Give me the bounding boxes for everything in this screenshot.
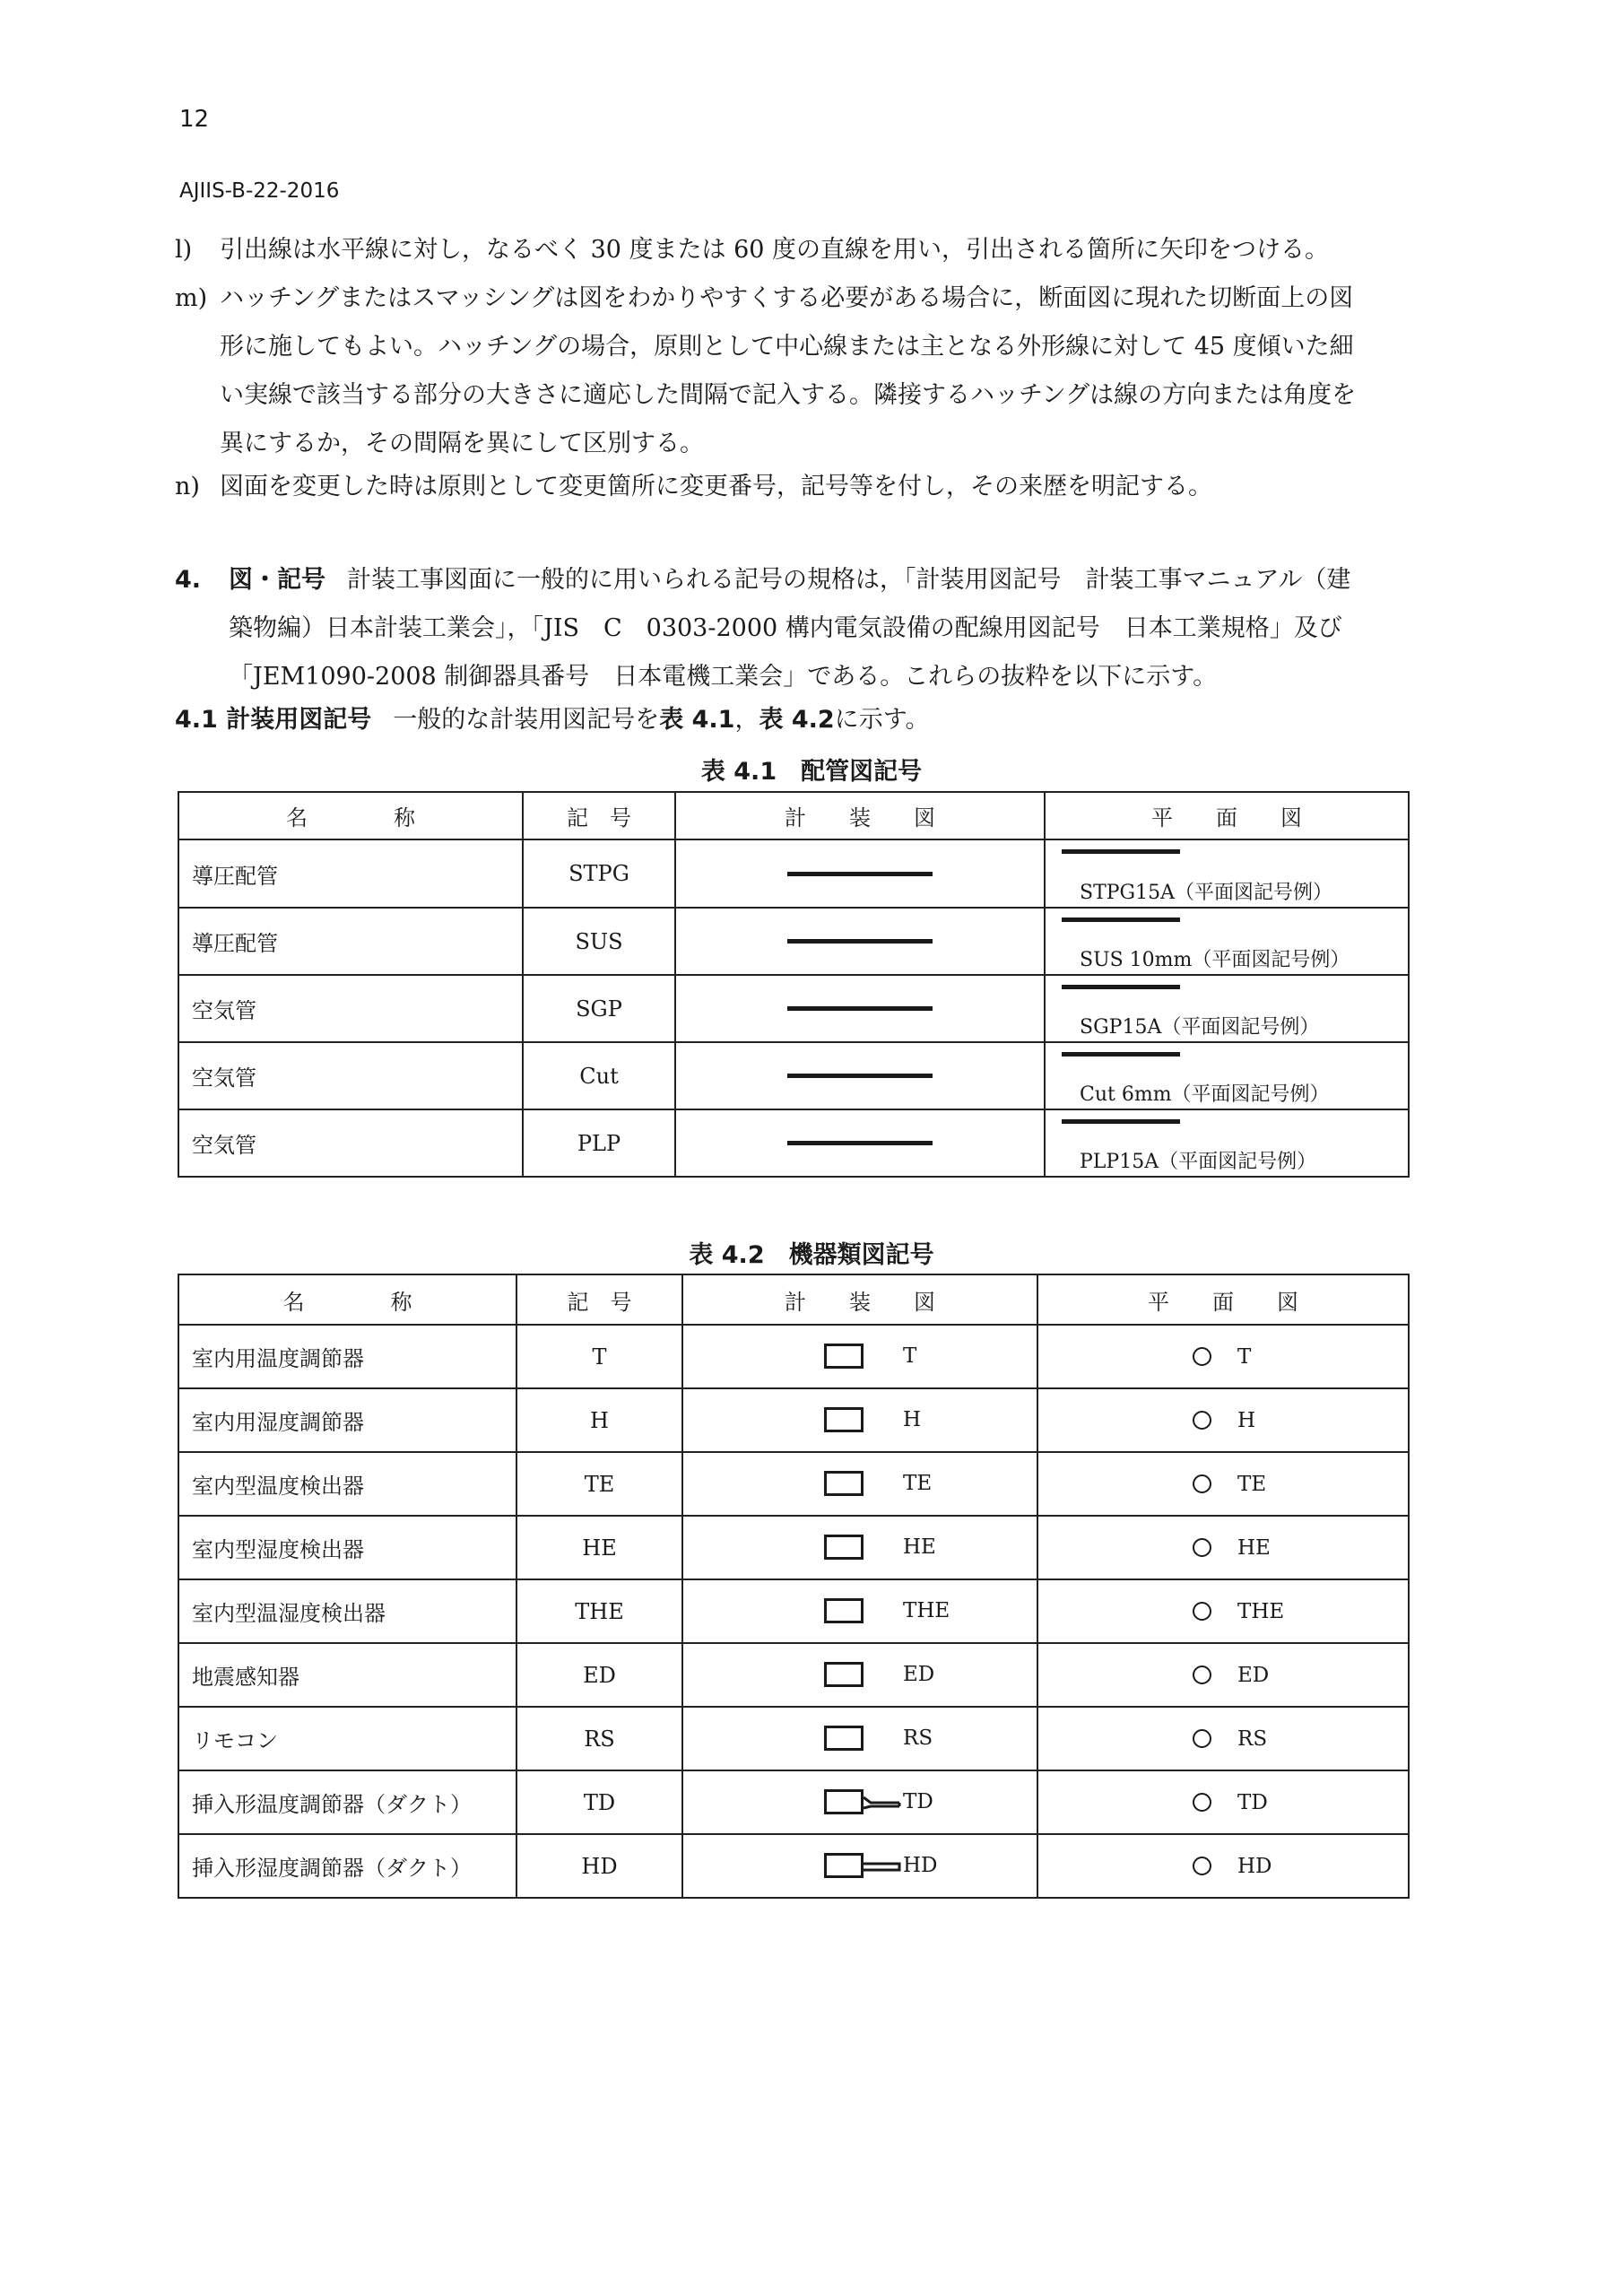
table-header-row: [178, 792, 1409, 839]
plan-cell: [1045, 839, 1409, 908]
document-id: AJIIS-B-22-2016: [179, 179, 340, 203]
instrument-cell: [682, 1579, 1037, 1643]
name-cell: 室内用湿度調節器: [178, 1388, 516, 1452]
pipe-line-icon: [787, 1074, 933, 1078]
section-line: 「JEM1090-2008 制御器具番号 日本電機工業会」である。これらの抜粋を以下に示す。: [229, 663, 1218, 691]
plan-label: T: [1237, 1344, 1252, 1369]
square-box-icon: [824, 1407, 864, 1432]
plan-cell: [1037, 1770, 1409, 1834]
code-cell: H: [516, 1388, 682, 1452]
plan-label: PLP15A（平面図記号例）: [1080, 1151, 1317, 1173]
code-cell: THE: [516, 1579, 682, 1643]
code-cell: RS: [516, 1707, 682, 1770]
instrument-label: RS: [903, 1726, 933, 1750]
table-row: [178, 1770, 1409, 1834]
table-row: [178, 1516, 1409, 1579]
code-cell: HD: [516, 1834, 682, 1898]
name-cell: リモコン: [178, 1707, 516, 1770]
code-cell: HE: [516, 1516, 682, 1579]
pipe-line-icon: [787, 872, 933, 876]
list-item-m: [175, 274, 1421, 468]
section-number: 4.: [175, 566, 202, 594]
table-row: [178, 908, 1409, 975]
list-item-line: 図面を変更した時は原則として変更箇所に変更番号，記号等を付し，その来歴を明記する。: [220, 473, 1212, 500]
plan-cell: [1037, 1643, 1409, 1707]
instrument-cell: [682, 1834, 1037, 1898]
square-box-icon: [824, 1726, 864, 1751]
name-cell: 室内型温度検出器: [178, 1452, 516, 1516]
list-item-line: ハッチングまたはスマッシングは図をわかりやすくする必要がある場合に，断面図に現れた切断面上の図: [220, 284, 1354, 312]
circle-icon: [1193, 1729, 1211, 1748]
name-cell: 室内型温湿度検出器: [178, 1579, 516, 1643]
separator: ，: [734, 706, 759, 734]
plan-label: HD: [1237, 1854, 1272, 1878]
header-cell: 記 号: [516, 1274, 682, 1325]
table-row: [178, 1325, 1409, 1388]
circle-icon: [1193, 1347, 1211, 1366]
header-cell: 計 装 図: [682, 1274, 1037, 1325]
header-cell: 記 号: [523, 792, 675, 839]
pipe-symbol-table: [178, 791, 1410, 1178]
square-box-icon: [824, 1344, 864, 1369]
instrument-cell: [682, 1452, 1037, 1516]
list-item-line: 形に施してもよい。ハッチングの場合，原則として中心線または主となる外形線に対して 45 度傾いた細: [220, 333, 1354, 361]
table-row: [178, 839, 1409, 908]
circle-icon: [1193, 1665, 1211, 1684]
code-cell: TD: [516, 1770, 682, 1834]
plan-label: RS: [1237, 1726, 1268, 1751]
pipe-line-icon: [1062, 918, 1180, 922]
instrument-label: HE: [903, 1535, 936, 1559]
header-cell: 計 装 図: [675, 792, 1045, 839]
circle-icon: [1193, 1857, 1211, 1875]
header-cell: 名 称: [178, 792, 523, 839]
page-number: 12: [179, 106, 210, 133]
square-box-icon: [824, 1662, 864, 1687]
circle-icon: [1193, 1793, 1211, 1812]
plan-cell: [1045, 908, 1409, 975]
name-cell: 挿入形温度調節器（ダクト）: [178, 1770, 516, 1834]
section-line: 築物編）日本計装工業会」，「JIS C 0303-2000 構内電気設備の配線用図記号 日本工業規格」及び: [229, 614, 1342, 642]
plan-label: H: [1237, 1408, 1256, 1432]
plan-cell: [1037, 1516, 1409, 1579]
list-item-l: [175, 226, 1421, 274]
code-cell: TE: [516, 1452, 682, 1516]
square-box-icon: [824, 1598, 864, 1623]
pipe-line-icon: [787, 1006, 933, 1011]
plan-label: STPG15A（平面図記号例）: [1080, 882, 1333, 904]
subsection-text: に示す。: [834, 706, 930, 734]
instrument-cell: [682, 1516, 1037, 1579]
pipe-line-icon: [1062, 985, 1180, 989]
instrument-cell: [682, 1325, 1037, 1388]
plan-cell: [1037, 1388, 1409, 1452]
instrument-label: T: [903, 1344, 917, 1368]
table-row: [178, 1452, 1409, 1516]
instrument-label: THE: [903, 1598, 950, 1622]
code-cell: SGP: [523, 975, 675, 1042]
name-cell: 導圧配管: [178, 839, 523, 908]
table-row: [178, 1109, 1409, 1177]
instrument-cell: [675, 908, 1045, 975]
table-reference: 表 4.2: [759, 706, 835, 734]
instrument-cell: [675, 839, 1045, 908]
name-cell: 空気管: [178, 1042, 523, 1109]
circle-icon: [1193, 1538, 1211, 1557]
code-cell: SUS: [523, 908, 675, 975]
list-item-line: 引出線は水平線に対し，なるべく 30 度または 60 度の直線を用い，引出される箇所に矢印をつける。: [220, 236, 1330, 264]
plan-cell: [1037, 1579, 1409, 1643]
instrument-cell: [682, 1770, 1037, 1834]
pipe-line-icon: [1062, 1119, 1180, 1124]
plan-label: HE: [1237, 1535, 1271, 1560]
square-box-icon: [824, 1535, 864, 1560]
instrument-cell: [682, 1707, 1037, 1770]
name-cell: 空気管: [178, 1109, 523, 1177]
table-caption: 表 4.1 配管図記号: [700, 758, 923, 786]
plan-cell: [1037, 1834, 1409, 1898]
table-row: [178, 1579, 1409, 1643]
instrument-label: TD: [903, 1789, 933, 1813]
plan-label: THE: [1237, 1599, 1285, 1623]
instrument-label: TE: [903, 1471, 933, 1495]
subsection-heading: 4.1 計装用図記号: [175, 706, 372, 734]
section-line: 計装工事図面に一般的に用いられる記号の規格は，「計装用図記号 計装工事マニュアル（建: [347, 566, 1351, 594]
pipe-line-icon: [787, 1141, 933, 1145]
section-heading: 図・記号: [229, 566, 325, 594]
code-cell: T: [516, 1325, 682, 1388]
list-item-mark: l): [175, 236, 193, 264]
instrument-cell: [675, 1042, 1045, 1109]
plan-cell: [1045, 1042, 1409, 1109]
table-row: [178, 1042, 1409, 1109]
instrument-label: H: [903, 1407, 922, 1431]
table-reference: 表 4.1: [659, 706, 735, 734]
name-cell: 室内用温度調節器: [178, 1325, 516, 1388]
instrument-cell: [682, 1388, 1037, 1452]
pipe-line-icon: [1062, 849, 1180, 854]
code-cell: STPG: [523, 839, 675, 908]
plan-cell: [1037, 1325, 1409, 1388]
instrument-label: ED: [903, 1662, 935, 1686]
instrument-cell: [675, 1109, 1045, 1177]
list-item-mark: n): [175, 473, 200, 500]
name-cell: 挿入形湿度調節器（ダクト）: [178, 1834, 516, 1898]
table-header-row: [178, 1274, 1409, 1325]
header-cell: 平 面 図: [1045, 792, 1409, 839]
plan-cell: [1037, 1452, 1409, 1516]
instrument-cell: [675, 975, 1045, 1042]
table-row: [178, 1643, 1409, 1707]
plan-cell: [1045, 1109, 1409, 1177]
equipment-symbol-table: [178, 1274, 1410, 1899]
instrument-label: HD: [903, 1853, 938, 1877]
instrument-cell: [682, 1643, 1037, 1707]
plan-label: SGP15A（平面図記号例）: [1080, 1016, 1320, 1039]
plan-label: SUS 10mm（平面図記号例）: [1080, 949, 1350, 971]
pipe-line-icon: [1062, 1052, 1180, 1057]
tapered-probe-icon: [849, 1790, 903, 1815]
list-item-n: [175, 463, 1421, 511]
section-4: [175, 556, 1421, 701]
name-cell: 導圧配管: [178, 908, 523, 975]
plan-label: ED: [1237, 1663, 1270, 1687]
table-row: [178, 975, 1409, 1042]
square-box-icon: [824, 1471, 864, 1496]
plan-label: TE: [1237, 1472, 1267, 1496]
code-cell: ED: [516, 1643, 682, 1707]
name-cell: 室内型湿度検出器: [178, 1516, 516, 1579]
plan-cell: [1037, 1707, 1409, 1770]
circle-icon: [1193, 1602, 1211, 1621]
header-cell: 名 称: [178, 1274, 516, 1325]
list-item-line: い実線で該当する部分の大きさに適応した間隔で記入する。隣接するハッチングは線の方向または角度を: [220, 381, 1357, 409]
straight-probe-icon: [849, 1854, 903, 1879]
list-item-line: 異にするか，その間隔を異にして区別する。: [220, 430, 704, 457]
subsection-text: 一般的な計装用図記号を: [393, 706, 660, 734]
table-row: [178, 1707, 1409, 1770]
header-cell: 平 面 図: [1037, 1274, 1409, 1325]
name-cell: 地震感知器: [178, 1643, 516, 1707]
plan-cell: [1045, 975, 1409, 1042]
code-cell: PLP: [523, 1109, 675, 1177]
circle-icon: [1193, 1474, 1211, 1493]
plan-label: TD: [1237, 1790, 1268, 1814]
list-item-mark: m): [175, 284, 208, 312]
code-cell: Cut: [523, 1042, 675, 1109]
plan-label: Cut 6mm（平面図記号例）: [1080, 1083, 1330, 1106]
section-4-1: [175, 702, 930, 738]
table-caption: 表 4.2 機器類図記号: [689, 1241, 934, 1269]
pipe-line-icon: [787, 939, 933, 944]
circle-icon: [1193, 1411, 1211, 1430]
table-row: [178, 1388, 1409, 1452]
name-cell: 空気管: [178, 975, 523, 1042]
table-row: [178, 1834, 1409, 1898]
